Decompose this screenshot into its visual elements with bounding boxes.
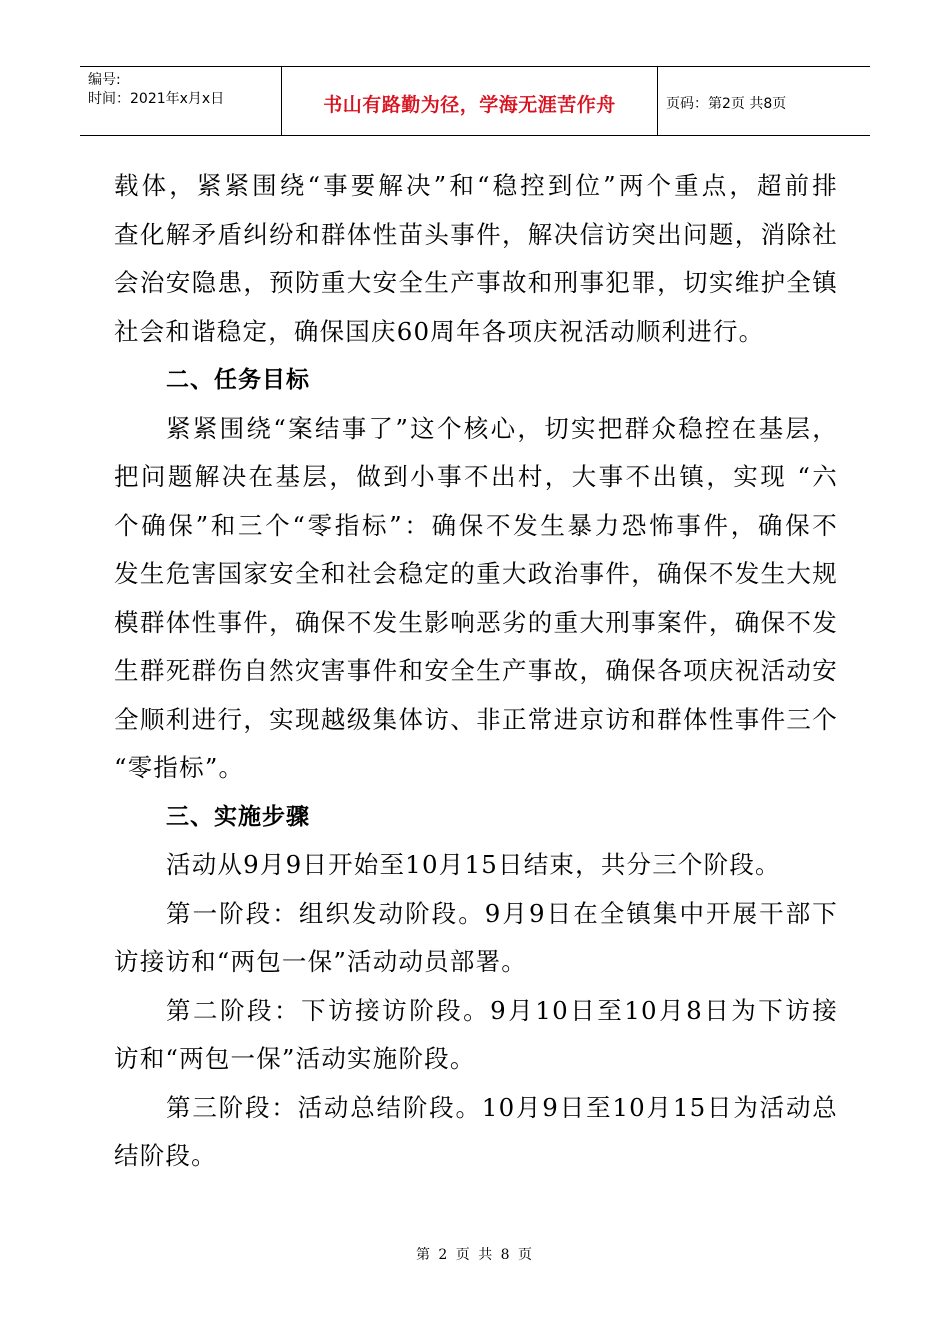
text-line: 第三阶段：活动总结阶段。10月9日至10月15日为活动总 (166, 1092, 838, 1122)
text-line: “零指标”。 (114, 753, 245, 782)
text-line: 发生危害国家安全和社会稳定的重大政治事件，确保不发生大规 (114, 559, 838, 588)
text-line: 把问题解决在基层，做到小事不出村，大事不出镇，实现 “六 (114, 462, 838, 491)
text-line: 第二阶段：下访接访阶段。9月10日至10月8日为下访接 (166, 995, 838, 1025)
text-line: 模群体性事件，确保不发生影响恶劣的重大刑事案件，确保不发 (114, 607, 838, 637)
document-body (114, 162, 838, 1181)
header-meta-cell (80, 67, 282, 135)
text-line: 结阶段。 (114, 1141, 217, 1170)
serial-number-label: 编号: (88, 72, 121, 88)
section-heading-task-goals: 二、任务目标 (166, 367, 310, 393)
paragraph-phase-one (114, 890, 838, 987)
paragraph-phase-three (114, 1084, 838, 1181)
paragraph-intro (114, 162, 838, 356)
text-line: 会治安隐患，预防重大安全生产事故和刑事犯罪，切实维护全镇 (114, 268, 838, 297)
text-line: 载体，紧紧围绕“事要解决”和“稳控到位”两个重点，超前排 (114, 171, 838, 200)
date-label: 时间：2021年x月x日 (88, 91, 225, 107)
text-line: 访和“两包一保”活动实施阶段。 (114, 1044, 476, 1073)
text-line: 第一阶段：组织发动阶段。9月9日在全镇集中开展干部下 (166, 898, 838, 928)
text-line: 活动从9月9日开始至10月15日结束，共分三个阶段。 (166, 850, 781, 879)
text-line: 全顺利进行，实现越级集体访、非正常进京访和群体性事件三个 (114, 704, 838, 734)
text-line: 查化解矛盾纠纷和群体性苗头事件，解决信访突出问题，消除社 (114, 219, 838, 249)
paragraph-task-goals (114, 405, 838, 793)
header-page-cell (658, 67, 870, 135)
paragraph-phase-two (114, 987, 838, 1084)
header-page-info: 页码：第2页 共8页 (666, 96, 787, 112)
text-line: 访接访和“两包一保”活动动员部署。 (114, 947, 527, 976)
document-header (80, 66, 870, 136)
motto-text: 书山有路勤为径，学海无涯苦作舟 (323, 93, 616, 116)
text-line: 紧紧围绕“案结事了”这个核心，切实把群众稳控在基层， (166, 413, 838, 443)
text-line: 个确保”和三个“零指标”：确保不发生暴力恐怖事件，确保不 (114, 510, 838, 540)
paragraph-schedule (114, 841, 838, 890)
header-motto-cell (282, 67, 658, 135)
page-footer: 第 2 页 共 8 页 (415, 1247, 535, 1263)
section-heading-implementation-steps: 三、实施步骤 (166, 803, 310, 830)
text-line: 社会和谐稳定，确保国庆60周年各项庆祝活动顺利进行。 (114, 316, 765, 346)
text-line: 生群死群伤自然灾害事件和安全生产事故，确保各项庆祝活动安 (114, 656, 838, 685)
